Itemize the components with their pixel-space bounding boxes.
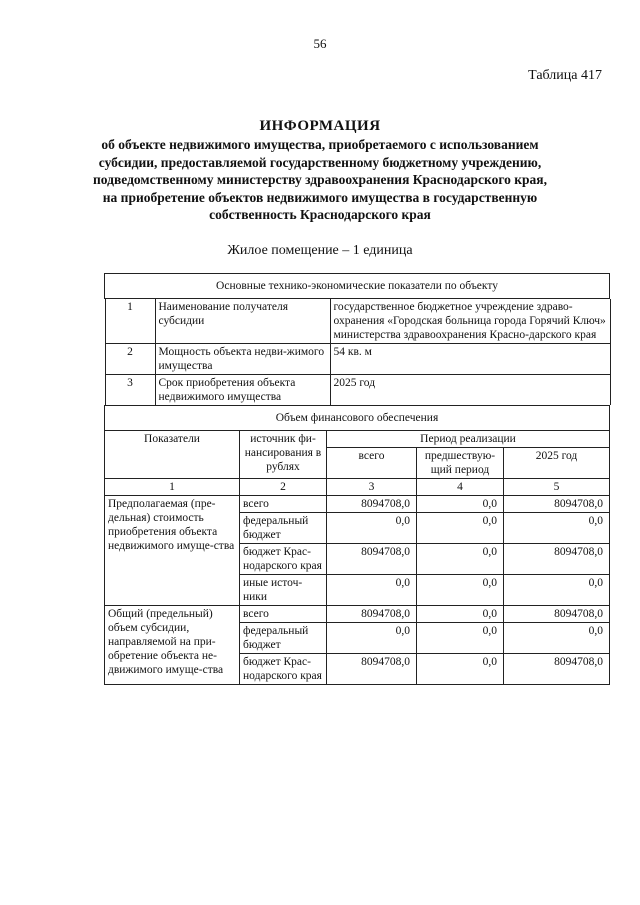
- subtitle-line: на приобретение объектов недвижимого имущества в государственную: [102, 189, 538, 205]
- finance-previous: 0,0: [417, 606, 504, 623]
- main-header: Основные технико-экономические показатели по объекту: [105, 274, 610, 299]
- finance-total: 0,0: [327, 575, 417, 606]
- group-label: Общий (предельный) объем субсидии, направляемой на при-обретение объекта не-движимого имуще-ства: [105, 606, 240, 685]
- finance-previous: 0,0: [417, 496, 504, 513]
- finance-previous: 0,0: [417, 544, 504, 575]
- indicator-value: государственное бюджетное учреждение здраво-охранения «Городская больница города Горячий Ключ» министерства здравоохранения Красно-дарского края: [330, 299, 610, 344]
- finance-source: федеральный бюджет: [240, 623, 327, 654]
- document-title: ИНФОРМАЦИЯ: [259, 118, 381, 134]
- finance-source: всего: [240, 496, 327, 513]
- finance-year: 8094708,0: [504, 496, 610, 513]
- subtitle-line: собственность Краснодарского края: [209, 207, 431, 222]
- finance-previous: 0,0: [417, 575, 504, 606]
- finance-total: 0,0: [327, 623, 417, 654]
- indicator-row: [105, 299, 610, 406]
- object-description: Жилое помещение – 1 единица: [227, 243, 413, 258]
- indicator-row: [105, 299, 610, 344]
- table-label: Таблица 417: [528, 68, 602, 83]
- indicator-row: [105, 375, 610, 406]
- indicator-subtable: [105, 299, 611, 405]
- finance-total: 8094708,0: [327, 606, 417, 623]
- finance-row: [105, 606, 610, 623]
- col-header-source: источник фи-нансирования в рублях: [240, 431, 327, 479]
- finance-source: федеральный бюджет: [240, 513, 327, 544]
- column-number-row: [105, 479, 610, 496]
- finance-header-row: [105, 406, 610, 431]
- document-subtitle: [70, 136, 570, 224]
- finance-row: [105, 496, 610, 513]
- info-table: [104, 273, 610, 685]
- finance-total: 0,0: [327, 513, 417, 544]
- finance-source: всего: [240, 606, 327, 623]
- col-header-previous: предшествую-щий период: [417, 448, 504, 479]
- indicator-name: Срок приобретения объекта недвижимого имущества: [155, 375, 330, 406]
- finance-source: бюджет Крас-нодарского края: [240, 654, 327, 685]
- subtitle-line: об объекте недвижимого имущества, приобретаемого с использованием: [101, 137, 539, 152]
- finance-source: иные источ-ники: [240, 575, 327, 606]
- main-header-row: [105, 274, 610, 299]
- indicator-number: 1: [105, 299, 155, 344]
- indicator-row: [105, 344, 610, 375]
- col-header-period: Период реализации: [327, 431, 610, 448]
- finance-year: 0,0: [504, 575, 610, 606]
- indicator-value: 2025 год: [330, 375, 610, 406]
- col-header-indicators: Показатели: [105, 431, 240, 479]
- subtitle-line: субсидии, предоставляемой государственному бюджетному учреждению,: [98, 154, 542, 170]
- indicator-value: 54 кв. м: [330, 344, 610, 375]
- finance-header: Объем финансового обеспечения: [105, 406, 610, 431]
- column-number: 3: [327, 479, 417, 496]
- col-header-year: 2025 год: [504, 448, 610, 479]
- finance-year: 0,0: [504, 513, 610, 544]
- column-number: 1: [105, 479, 240, 496]
- finance-previous: 0,0: [417, 654, 504, 685]
- finance-year: 8094708,0: [504, 606, 610, 623]
- finance-total: 8094708,0: [327, 544, 417, 575]
- subtitle-line: подведомственному министерству здравоохранения Краснодарского края,: [93, 172, 547, 187]
- page-number: 56: [313, 36, 327, 51]
- column-number: 4: [417, 479, 504, 496]
- finance-year: 8094708,0: [504, 654, 610, 685]
- indicator-name: Мощность объекта недви-жимого имущества: [155, 344, 330, 375]
- group-label: Предполагаемая (пре-дельная) стоимость приобретения объекта недвижимого имуще-ства: [105, 496, 240, 606]
- column-number: 5: [504, 479, 610, 496]
- indicator-number: 2: [105, 344, 155, 375]
- finance-year: 8094708,0: [504, 544, 610, 575]
- finance-previous: 0,0: [417, 623, 504, 654]
- finance-total: 8094708,0: [327, 654, 417, 685]
- indicator-number: 3: [105, 375, 155, 406]
- finance-total: 8094708,0: [327, 496, 417, 513]
- column-number: 2: [240, 479, 327, 496]
- finance-previous: 0,0: [417, 513, 504, 544]
- indicator-name: Наименование получателя субсидии: [155, 299, 330, 344]
- column-header-row: [105, 431, 610, 448]
- finance-source: бюджет Крас-нодарского края: [240, 544, 327, 575]
- col-header-total: всего: [327, 448, 417, 479]
- info-table-wrapper: [104, 273, 609, 685]
- finance-year: 0,0: [504, 623, 610, 654]
